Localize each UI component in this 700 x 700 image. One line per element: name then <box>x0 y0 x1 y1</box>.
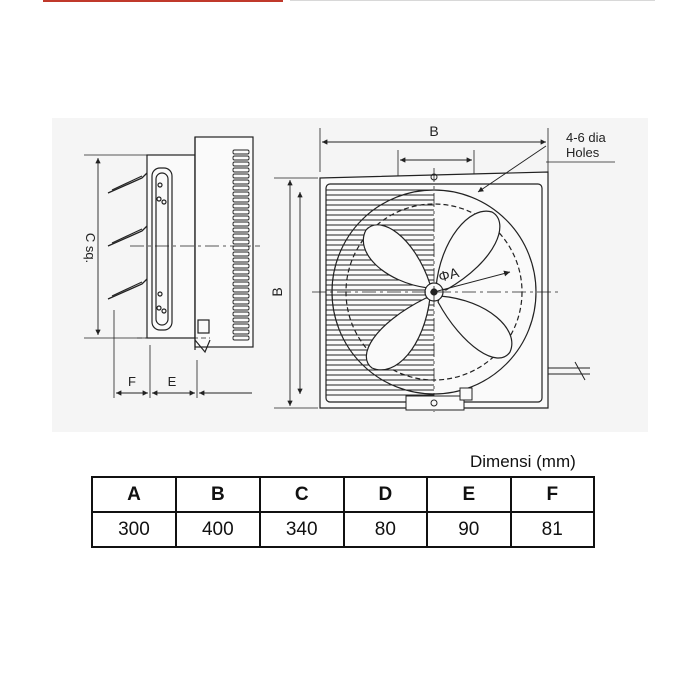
holes-label: 4-6 dia Holes <box>566 130 606 160</box>
table-value-cell: 81 <box>511 512 595 547</box>
table-header-cell: F <box>511 477 595 512</box>
table-header-cell: E <box>427 477 510 512</box>
front-b-left-label: B <box>269 287 285 297</box>
table-value-row <box>92 512 594 547</box>
table-value-cell: 340 <box>260 512 344 547</box>
side-view <box>84 137 260 352</box>
side-f-label: F <box>128 374 136 389</box>
dimension-caption: Dimensi (mm) <box>470 452 576 471</box>
side-e-label: E <box>167 374 177 389</box>
table-value-cell: 80 <box>344 512 427 547</box>
table-value-cell: 90 <box>427 512 510 547</box>
front-b-top-label: B <box>429 123 439 139</box>
table-header-cell: D <box>344 477 427 512</box>
side-c-label: C sq. <box>83 232 98 264</box>
phi-a-label: ΦA <box>436 264 461 285</box>
table-header-cell: C <box>260 477 344 512</box>
dimension-table <box>91 476 595 548</box>
table-header-row <box>92 477 594 512</box>
table-value-cell: 400 <box>176 512 260 547</box>
table-header-cell: A <box>92 477 176 512</box>
table-value-cell: 300 <box>92 512 176 547</box>
table-header-cell: B <box>176 477 260 512</box>
